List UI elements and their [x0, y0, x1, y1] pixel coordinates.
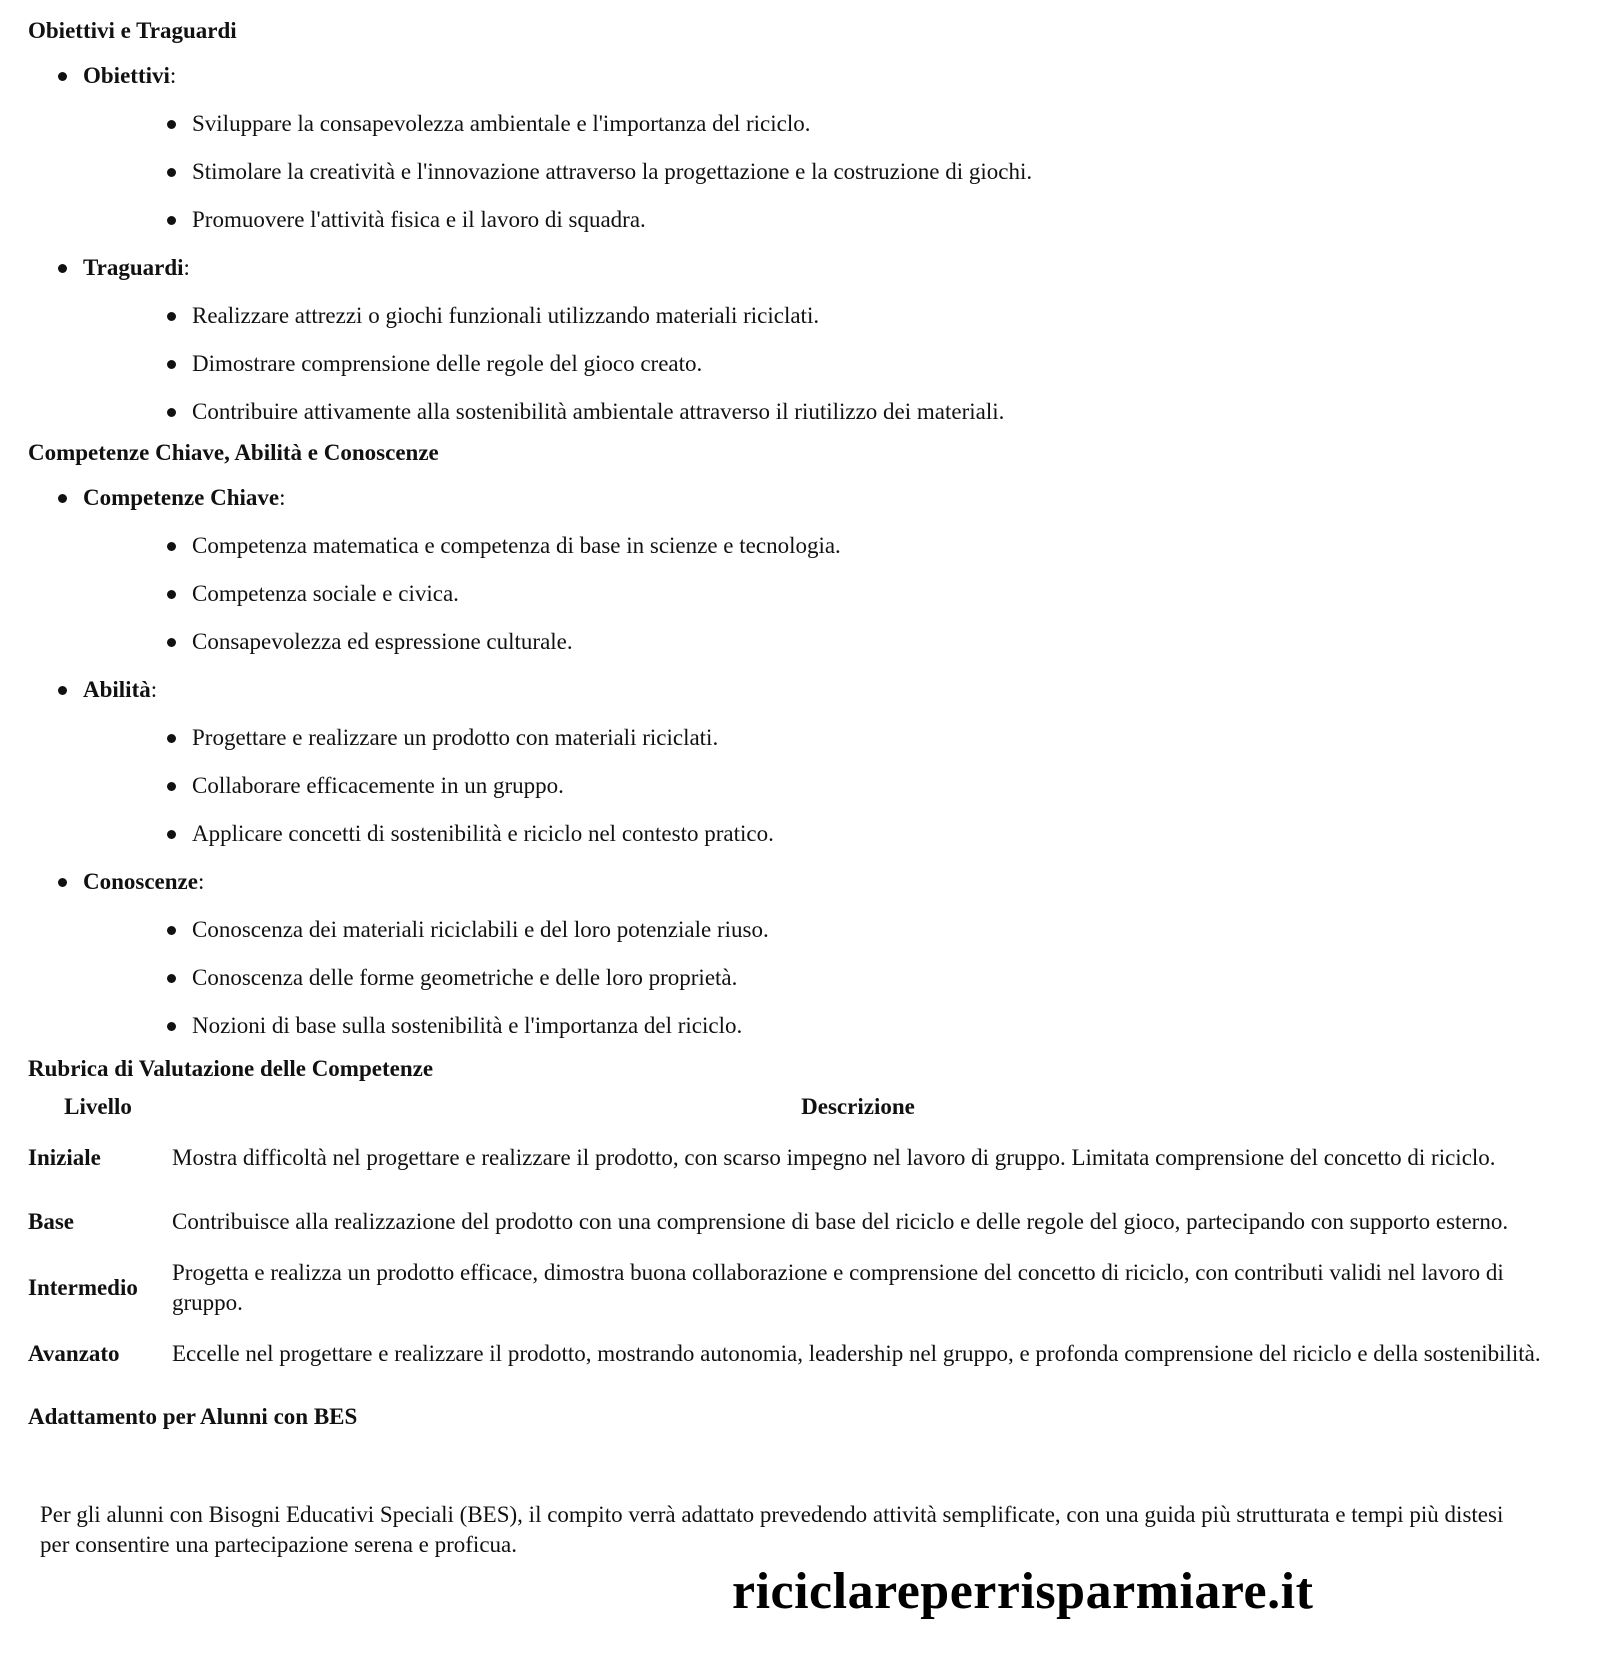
level-cell: Avanzato	[28, 1341, 120, 1366]
description-cell: Eccelle nel progettare e realizzare il prodotto, mostrando autonomia, leadership nel gruppo, e profonda comprensione del riciclo e della sostenibilità.	[172, 1341, 1541, 1366]
table-row	[28, 1126, 1548, 1190]
list-item: Contribuire attivamente alla sostenibilità ambientale attraverso il riutilizzo dei materiali.	[83, 388, 1588, 436]
table-row	[28, 1254, 1548, 1322]
bes-paragraph: Per gli alunni con Bisogni Educativi Speciali (BES), il compito verrà adattato prevedendo attività semplificate, con una guida più strutturata e tempi più distesi per consentire una partecipazione serena e proficua.	[40, 1502, 1504, 1557]
rubric-table	[28, 1088, 1548, 1386]
section-heading-obiettivi-traguardi: Obiettivi e Traguardi	[28, 18, 237, 43]
level-cell: Base	[28, 1209, 74, 1234]
group-label-competenze-chiave: Competenze Chiave	[83, 485, 280, 510]
group-label-abilita: Abilità	[83, 677, 151, 702]
list-item: Realizzare attrezzi o giochi funzionali utilizzando materiali riciclati.	[83, 292, 1588, 340]
group-traguardi: Traguardi: Realizzare attrezzi o giochi funzionali utilizzando materiali riciclati. Dimostrare comprensione delle regole del gioco creato. Contribuire attivamente alla sostenibilità ambientale attraverso il riutilizzo dei materiali.	[28, 244, 1588, 436]
obiettivi-items	[83, 100, 1588, 244]
site-watermark: riciclareperrisparmiare.it	[732, 1563, 1314, 1620]
section-heading-rubrica: Rubrica di Valutazione delle Competenze	[28, 1056, 434, 1081]
column-header-livello: Livello	[64, 1094, 132, 1119]
level-cell: Intermedio	[28, 1275, 138, 1300]
group-label-conoscenze: Conoscenze	[83, 869, 198, 894]
list-item: Nozioni di base sulla sostenibilità e l'importanza del riciclo.	[83, 1002, 1588, 1050]
description-cell: Progetta e realizza un prodotto efficace, dimostra buona collaborazione e comprensione del concetto di riciclo, con contributi validi nel lavoro di gruppo.	[172, 1260, 1504, 1315]
traguardi-items	[83, 292, 1588, 436]
group-competenze-chiave: Competenze Chiave: Competenza matematica e competenza di base in scienze e tecnologia. Competenza sociale e civica. Consapevolezza ed espressione culturale.	[28, 474, 1588, 666]
section-heading-bes: Adattamento per Alunni con BES	[28, 1404, 358, 1429]
list-item: Competenza sociale e civica.	[83, 570, 1588, 618]
list-item: Conoscenza delle forme geometriche e delle loro proprietà.	[83, 954, 1588, 1002]
table-row	[28, 1322, 1548, 1386]
table-header-row	[28, 1088, 1548, 1126]
conoscenze-items	[83, 906, 1588, 1050]
list-item: Progettare e realizzare un prodotto con materiali riciclati.	[83, 714, 1588, 762]
group-conoscenze: Conoscenze: Conoscenza dei materiali riciclabili e del loro potenziale riuso. Conoscenza delle forme geometriche e delle loro proprietà. Nozioni di base sulla sostenibilità e l'importanza del riciclo.	[28, 858, 1588, 1050]
list-item: Collaborare efficacemente in un gruppo.	[83, 762, 1588, 810]
section1-list	[28, 52, 1588, 436]
list-item: Stimolare la creatività e l'innovazione attraverso la progettazione e la costruzione di giochi.	[83, 148, 1588, 196]
competenze-chiave-items	[83, 522, 1588, 666]
list-item: Competenza matematica e competenza di base in scienze e tecnologia.	[83, 522, 1588, 570]
list-item: Applicare concetti di sostenibilità e riciclo nel contesto pratico.	[83, 810, 1588, 858]
table-row	[28, 1190, 1548, 1254]
list-item: Consapevolezza ed espressione culturale.	[83, 618, 1588, 666]
group-label-obiettivi: Obiettivi	[83, 63, 170, 88]
list-item: Promuovere l'attività fisica e il lavoro di squadra.	[83, 196, 1588, 244]
group-obiettivi: Obiettivi: Sviluppare la consapevolezza ambientale e l'importanza del riciclo. Stimolare la creatività e l'innovazione attraverso la progettazione e la costruzione di giochi. Promuovere l'attività fisica e il lavoro di squadra.	[28, 52, 1588, 244]
list-item: Sviluppare la consapevolezza ambientale e l'importanza del riciclo.	[83, 100, 1588, 148]
list-item: Conoscenza dei materiali riciclabili e del loro potenziale riuso.	[83, 906, 1588, 954]
group-abilita: Abilità: Progettare e realizzare un prodotto con materiali riciclati. Collaborare efficacemente in un gruppo. Applicare concetti di sostenibilità e riciclo nel contesto pratico.	[28, 666, 1588, 858]
description-cell: Contribuisce alla realizzazione del prodotto con una comprensione di base del riciclo e delle regole del gioco, partecipando con supporto esterno.	[172, 1209, 1509, 1234]
abilita-items	[83, 714, 1588, 858]
group-label-traguardi: Traguardi	[83, 255, 184, 280]
level-cell: Iniziale	[28, 1145, 101, 1170]
section-heading-competenze: Competenze Chiave, Abilità e Conoscenze	[28, 440, 439, 465]
column-header-descrizione: Descrizione	[801, 1094, 915, 1119]
document-body	[28, 14, 1588, 1434]
description-cell: Mostra difficoltà nel progettare e realizzare il prodotto, con scarso impegno nel lavoro di gruppo. Limitata comprensione del concetto di riciclo.	[172, 1145, 1496, 1170]
section2-list	[28, 474, 1588, 1050]
list-item: Dimostrare comprensione delle regole del gioco creato.	[83, 340, 1588, 388]
